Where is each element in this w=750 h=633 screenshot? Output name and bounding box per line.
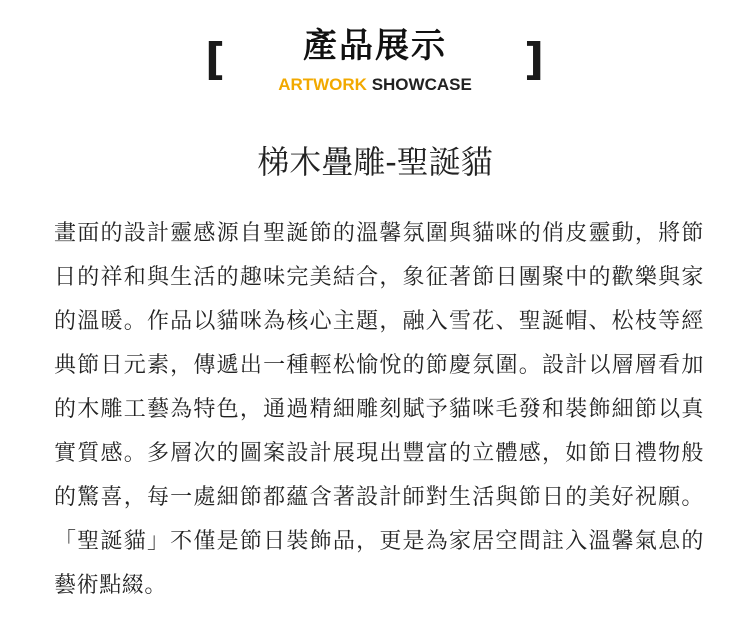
artwork-description: 畫面的設計靈感源自聖誕節的溫馨氛圍與貓咪的俏皮靈動，將節日的祥和與生活的趣味完美結合，象征著節日團聚中的歡樂與家的溫暖。作品以貓咪為核心主題，融入雪花、聖誕帽、松枝等經典節日元素，傳遞出一種輕松愉悅的節慶氛圍。設計以層層看加的木雕工藝為特色，通過精細雕刻賦予貓咪毛發和裝飾細節以真實質感。多層次的圖案設計展現出豐富的立體感，如節日禮物般的驚喜，每一處細節都蘊含著設計師對生活與節日的美好祝願。「聖誕貓」不僅是節日裝飾品，更是為家居空間註入溫馨氣息的藝術點綴。 xyxy=(54,221,704,598)
section-subtitle xyxy=(0,74,750,96)
subtitle-accent-word: ARTWORK xyxy=(278,75,367,94)
left-bracket: [ xyxy=(205,34,226,85)
subtitle-rest: SHOWCASE xyxy=(371,75,472,94)
artwork-title: 梯木疊雕-聖誕貓 xyxy=(257,143,493,181)
right-bracket: ] xyxy=(524,34,545,85)
section-title: 產品展示 xyxy=(303,26,447,66)
section-header xyxy=(0,0,750,110)
